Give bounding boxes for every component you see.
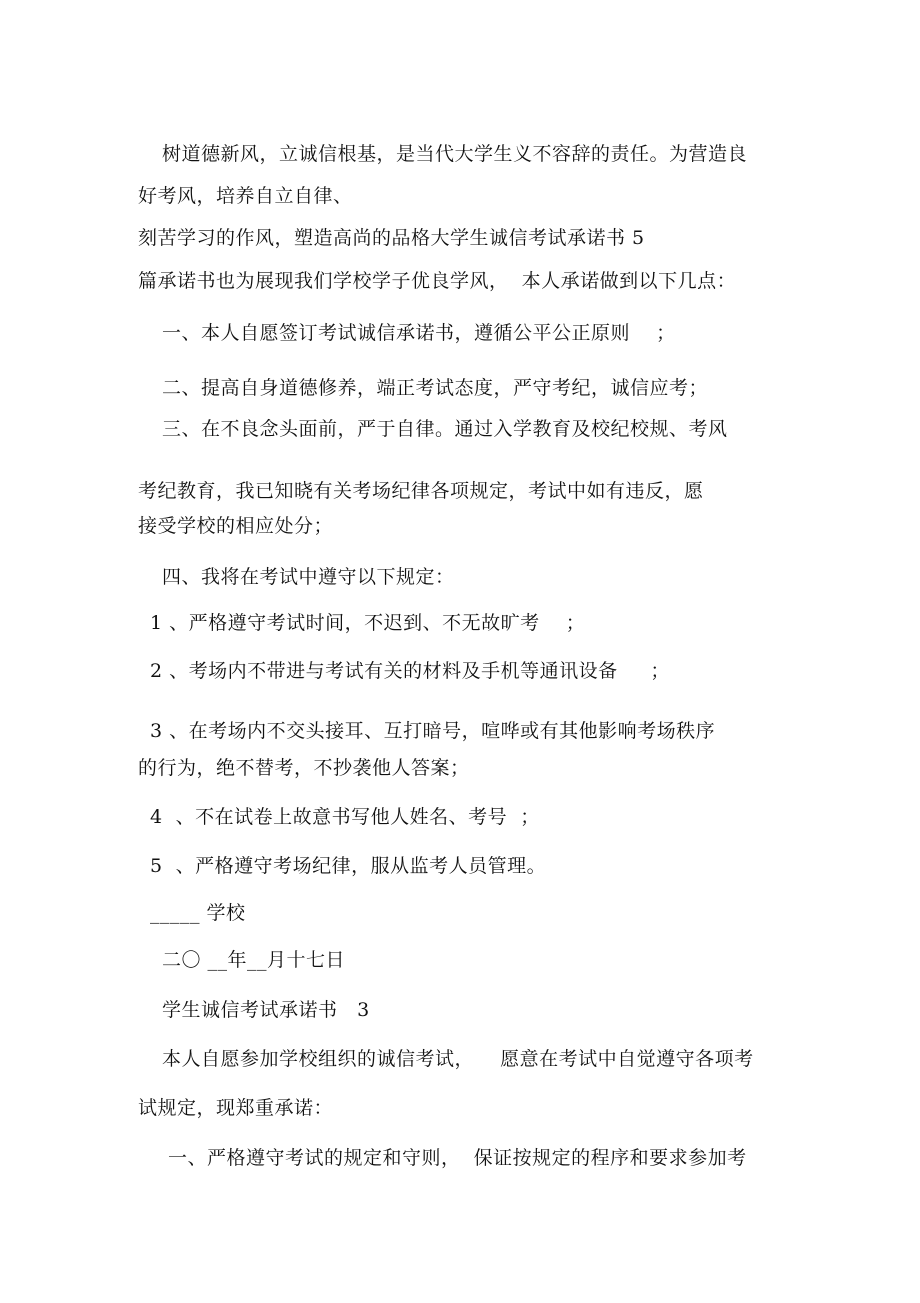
list-item: 4 、不在试卷上故意书写他人姓名、考号 ； — [150, 806, 540, 828]
list-item: 2 、考场内不带进与考试有关的材料及手机等通讯设备 ； — [150, 660, 670, 682]
list-item: 一、严格遵守考试的规定和守则， 保证按规定的程序和要求参加考 — [168, 1147, 747, 1169]
list-item: 5 、严格遵守考场纪律，服从监考人员管理。 — [150, 855, 547, 877]
date-line: 二〇 __年__月十七日 — [162, 949, 346, 971]
paragraph-line: 好考风，培养自立自律、 — [138, 185, 353, 207]
paragraph-line: 接受学校的相应处分； — [138, 515, 334, 537]
paragraph-line: 树道德新风，立诚信根基，是当代大学生义不容辞的责任。为营造良 — [162, 143, 748, 165]
list-item: 1 、严格遵守考试时间，不迟到、不无故旷考 ； — [150, 612, 586, 634]
section-title: 学生诚信考试承诺书 3 — [162, 999, 370, 1021]
paragraph-line: 刻苦学习的作风，塑造高尚的品格大学生诚信考试承诺书 5 — [138, 227, 645, 249]
paragraph-line: 篇承诺书也为展现我们学校学子优良学风， 本人承诺做到以下几点： — [138, 270, 737, 292]
list-item: 二、提高自身道德修养，端正考试态度，严守考纪，诚信应考； — [162, 377, 709, 399]
paragraph-line: 试规定，现郑重承诺： — [138, 1097, 334, 1119]
paragraph-line: 的行为，绝不替考，不抄袭他人答案； — [138, 757, 470, 779]
list-item: 3 、在考场内不交头接耳、互打暗号，喧哗或有其他影响考场秩序 — [150, 720, 716, 742]
list-item: 三、在不良念头面前，严于自律。通过入学教育及校纪校规、考风 — [162, 418, 728, 440]
list-item: 四、我将在考试中遵守以下规定： — [162, 566, 455, 588]
school-signature-line: _____ 学校 — [150, 902, 246, 924]
list-item: 一、本人自愿签订考试诚信承诺书，遵循公平公正原则 ； — [162, 322, 676, 344]
paragraph-line: 考纪教育，我已知晓有关考场纪律各项规定，考试中如有违反，愿 — [138, 480, 704, 502]
paragraph-line: 本人自愿参加学校组织的诚信考试， 愿意在考试中自觉遵守各项考 — [162, 1048, 754, 1070]
